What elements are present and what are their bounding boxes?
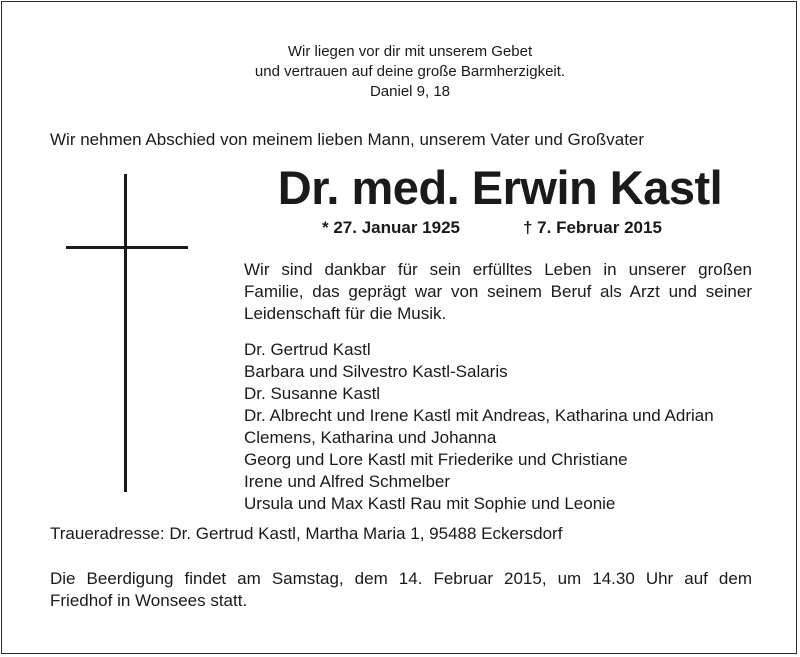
verse-line-1: Wir liegen vor dir mit unserem Gebet xyxy=(287,43,533,60)
cross-icon xyxy=(66,174,188,492)
tribute-line-3: Leidenschaft für die Musik. xyxy=(244,304,447,323)
funeral-info xyxy=(50,568,752,612)
verse-line-2: und vertrauen auf deine große Barmherzigkeit. xyxy=(254,63,566,80)
mourner-item: Georg und Lore Kastl mit Friederike und Christiane xyxy=(244,450,628,469)
cross-vertical-bar xyxy=(124,174,127,492)
funeral-line-1: Die Beerdigung findet am Samstag, dem 14. Februar 2015, um 14.30 Uhr auf dem xyxy=(50,569,752,588)
birth-date: * 27. Januar 1925 xyxy=(322,218,460,237)
mourner-item: Dr. Gertrud Kastl xyxy=(244,340,371,359)
death-date: † 7. Februar 2015 xyxy=(523,218,662,237)
mourner-item: Dr. Albrecht und Irene Kastl mit Andreas, Katharina und Adrian xyxy=(244,406,714,425)
mourner-item: Ursula und Max Kastl Rau mit Sophie und Leonie xyxy=(244,494,616,513)
deceased-name: Dr. med. Erwin Kastl xyxy=(277,161,723,214)
tribute-line-1: Wir sind dankbar für sein erfülltes Leben in unserer großen xyxy=(244,260,752,279)
tribute-line-2: Familie, das geprägt war von seinem Beruf als Arzt und seiner xyxy=(244,282,752,301)
mourning-address: Traueradresse: Dr. Gertrud Kastl, Martha Maria 1, 95488 Eckersdorf xyxy=(50,524,563,543)
funeral-line-2: Friedhof in Wonsees statt. xyxy=(50,591,248,610)
bible-verse xyxy=(0,42,800,102)
mourner-item: Barbara und Silvestro Kastl-Salaris xyxy=(244,362,508,381)
mourner-item: Irene und Alfred Schmelber xyxy=(244,472,451,491)
verse-reference: Daniel 9, 18 xyxy=(369,83,451,100)
mourner-item: Clemens, Katharina und Johanna xyxy=(244,428,497,447)
farewell-intro: Wir nehmen Abschied von meinem lieben Mann, unserem Vater und Großvater xyxy=(50,130,645,149)
cross-horizontal-bar xyxy=(66,246,188,249)
mourners-list xyxy=(244,339,714,515)
mourner-item: Dr. Susanne Kastl xyxy=(244,384,381,403)
tribute-text xyxy=(244,259,752,325)
